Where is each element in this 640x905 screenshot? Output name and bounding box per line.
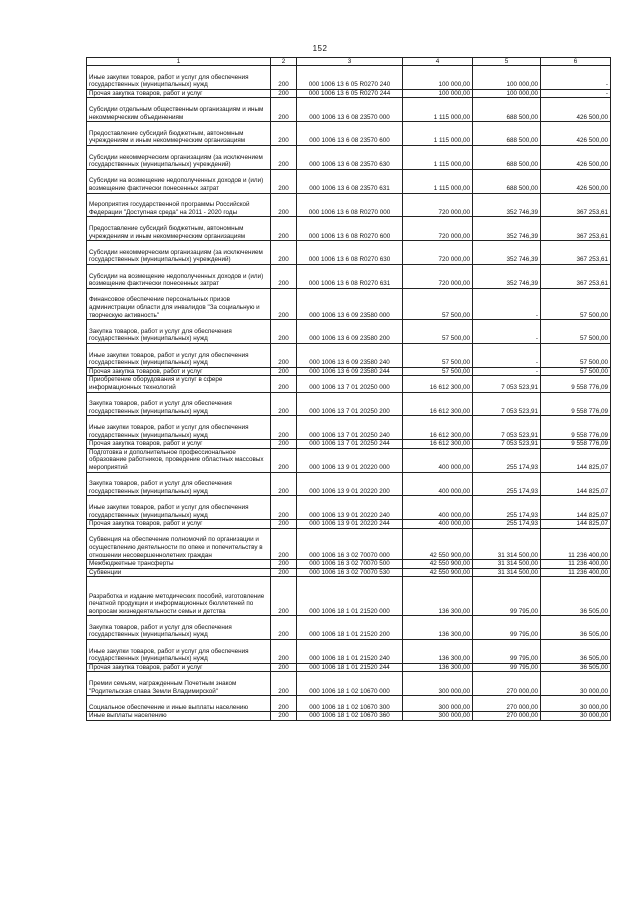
- row-name-cell: Субсидии на возмещение недополученных доходов и (или) возмещение фактически понесенных затрат: [87, 264, 271, 288]
- row-group-code-cell: 200: [271, 616, 297, 640]
- row-group-code-cell: 200: [271, 241, 297, 265]
- row-group-code-cell: 200: [271, 89, 297, 98]
- row-name-cell: Приобретение оборудования и услуг в сфере информационных технологий: [87, 376, 271, 392]
- table-row: [87, 122, 611, 146]
- row-unexecuted-amount-cell: 9 558 776,09: [541, 440, 611, 449]
- row-executed-amount-cell: 7 053 523,91: [473, 416, 541, 440]
- row-approved-amount-cell: 400 000,00: [403, 448, 473, 472]
- row-executed-amount-cell: 255 174,93: [473, 448, 541, 472]
- row-approved-amount-cell: 300 000,00: [403, 712, 473, 721]
- table-row: [87, 217, 611, 241]
- table-body: [87, 66, 611, 721]
- column-header-6: 6: [541, 58, 611, 66]
- row-executed-amount-cell: 688 500,00: [473, 169, 541, 193]
- row-classification-code-cell: 000 1006 13 9 01 20220 244: [297, 520, 403, 529]
- row-classification-code-cell: 000 1006 13 7 01 20250 000: [297, 376, 403, 392]
- table-row: [87, 320, 611, 344]
- row-group-code-cell: 200: [271, 343, 297, 367]
- table-row: [87, 98, 611, 122]
- row-group-code-cell: 200: [271, 122, 297, 146]
- row-group-code-cell: 200: [271, 320, 297, 344]
- row-executed-amount-cell: 100 000,00: [473, 89, 541, 98]
- table-row: [87, 616, 611, 640]
- row-group-code-cell: 200: [271, 376, 297, 392]
- row-classification-code-cell: 000 1006 13 9 01 20220 000: [297, 448, 403, 472]
- row-approved-amount-cell: 57 500,00: [403, 343, 473, 367]
- table-row: [87, 343, 611, 367]
- row-name-cell: Межбюджетные трансферты: [87, 560, 271, 569]
- row-group-code-cell: 200: [271, 264, 297, 288]
- table-row: [87, 472, 611, 496]
- row-unexecuted-amount-cell: 426 500,00: [541, 98, 611, 122]
- row-approved-amount-cell: 42 550 900,00: [403, 568, 473, 577]
- row-group-code-cell: 200: [271, 696, 297, 712]
- table-row: [87, 89, 611, 98]
- table-row: [87, 528, 611, 559]
- row-approved-amount-cell: 42 550 900,00: [403, 560, 473, 569]
- table-row: [87, 496, 611, 520]
- table-row: [87, 712, 611, 721]
- row-name-cell: Субсидии отдельным общественным организациям и иным некоммерческим объединениям: [87, 98, 271, 122]
- row-classification-code-cell: 000 1006 18 1 01 21520 240: [297, 640, 403, 664]
- row-executed-amount-cell: 100 000,00: [473, 66, 541, 90]
- budget-execution-table: [86, 57, 611, 721]
- row-classification-code-cell: 000 1006 16 3 02 70070 530: [297, 568, 403, 577]
- row-group-code-cell: 200: [271, 217, 297, 241]
- row-classification-code-cell: 000 1006 13 6 05 R0270 240: [297, 66, 403, 90]
- row-name-cell: Предоставление субсидий бюджетным, автономным учреждениям и иным некоммерческим организациям: [87, 217, 271, 241]
- row-classification-code-cell: 000 1006 13 6 09 23580 200: [297, 320, 403, 344]
- column-header-4: 4: [403, 58, 473, 66]
- row-unexecuted-amount-cell: 367 253,61: [541, 217, 611, 241]
- row-executed-amount-cell: 688 500,00: [473, 145, 541, 169]
- row-name-cell: Закупка товаров, работ и услуг для обеспечения государственных (муниципальных) нужд: [87, 616, 271, 640]
- row-name-cell: Закупка товаров, работ и услуг для обеспечения государственных (муниципальных) нужд: [87, 472, 271, 496]
- table-row: [87, 520, 611, 529]
- row-approved-amount-cell: 720 000,00: [403, 264, 473, 288]
- row-executed-amount-cell: 99 795,00: [473, 663, 541, 672]
- row-classification-code-cell: 000 1006 13 6 09 23580 244: [297, 367, 403, 376]
- table-row: [87, 376, 611, 392]
- row-unexecuted-amount-cell: 367 253,61: [541, 264, 611, 288]
- row-unexecuted-amount-cell: 57 500,00: [541, 288, 611, 319]
- row-approved-amount-cell: 720 000,00: [403, 193, 473, 217]
- row-classification-code-cell: 000 1006 13 6 08 R0270 630: [297, 241, 403, 265]
- row-approved-amount-cell: 400 000,00: [403, 472, 473, 496]
- row-approved-amount-cell: 57 500,00: [403, 288, 473, 319]
- row-approved-amount-cell: 136 300,00: [403, 577, 473, 616]
- row-executed-amount-cell: -: [473, 320, 541, 344]
- row-name-cell: Закупка товаров, работ и услуг для обеспечения государственных (муниципальных) нужд: [87, 320, 271, 344]
- row-group-code-cell: 200: [271, 98, 297, 122]
- row-unexecuted-amount-cell: 11 236 400,00: [541, 560, 611, 569]
- row-approved-amount-cell: 100 000,00: [403, 89, 473, 98]
- row-name-cell: Иные закупки товаров, работ и услуг для обеспечения государственных (муниципальных) нужд: [87, 496, 271, 520]
- row-group-code-cell: 200: [271, 568, 297, 577]
- row-group-code-cell: 200: [271, 416, 297, 440]
- column-header-1: 1: [87, 58, 271, 66]
- row-executed-amount-cell: 270 000,00: [473, 672, 541, 696]
- row-name-cell: Субвенция на обеспечение полномочий по организации и осуществлению деятельности по опеке и попечительству в отношении несовершеннолетних граждан: [87, 528, 271, 559]
- row-unexecuted-amount-cell: -: [541, 66, 611, 90]
- row-unexecuted-amount-cell: 367 253,61: [541, 193, 611, 217]
- row-group-code-cell: 200: [271, 520, 297, 529]
- row-approved-amount-cell: 1 115 000,00: [403, 122, 473, 146]
- row-classification-code-cell: 000 1006 13 9 01 20220 200: [297, 472, 403, 496]
- row-unexecuted-amount-cell: 30 000,00: [541, 712, 611, 721]
- table-row: [87, 568, 611, 577]
- row-name-cell: Социальное обеспечение и иные выплаты населению: [87, 696, 271, 712]
- row-classification-code-cell: 000 1006 13 6 08 R0270 000: [297, 193, 403, 217]
- row-executed-amount-cell: -: [473, 288, 541, 319]
- row-group-code-cell: 200: [271, 528, 297, 559]
- row-classification-code-cell: 000 1006 13 7 01 20250 200: [297, 392, 403, 416]
- row-approved-amount-cell: 57 500,00: [403, 367, 473, 376]
- row-executed-amount-cell: 99 795,00: [473, 616, 541, 640]
- column-header-2: 2: [271, 58, 297, 66]
- row-executed-amount-cell: 255 174,93: [473, 520, 541, 529]
- row-classification-code-cell: 000 1006 13 6 09 23580 000: [297, 288, 403, 319]
- row-classification-code-cell: 000 1006 13 7 01 20250 240: [297, 416, 403, 440]
- row-classification-code-cell: 000 1006 13 6 08 23570 600: [297, 122, 403, 146]
- row-group-code-cell: 200: [271, 145, 297, 169]
- row-unexecuted-amount-cell: 57 500,00: [541, 343, 611, 367]
- row-name-cell: Иные закупки товаров, работ и услуг для обеспечения государственных (муниципальных) нужд: [87, 343, 271, 367]
- row-name-cell: Мероприятия государственной программы Российской Федерации "Доступная среда" на 2011 - 2020 годы: [87, 193, 271, 217]
- row-name-cell: Иные закупки товаров, работ и услуг для обеспечения государственных (муниципальных) нужд: [87, 640, 271, 664]
- table-row: [87, 241, 611, 265]
- row-unexecuted-amount-cell: 9 558 776,09: [541, 392, 611, 416]
- table-row: [87, 392, 611, 416]
- table-row: [87, 193, 611, 217]
- table-row: [87, 663, 611, 672]
- row-approved-amount-cell: 16 612 300,00: [403, 376, 473, 392]
- row-name-cell: Субсидии на возмещение недополученных доходов и (или) возмещение фактически понесенных затрат: [87, 169, 271, 193]
- row-approved-amount-cell: 100 000,00: [403, 66, 473, 90]
- row-executed-amount-cell: 352 746,39: [473, 217, 541, 241]
- row-unexecuted-amount-cell: 9 558 776,09: [541, 416, 611, 440]
- row-group-code-cell: 200: [271, 663, 297, 672]
- row-approved-amount-cell: 16 612 300,00: [403, 416, 473, 440]
- table-row: [87, 288, 611, 319]
- row-executed-amount-cell: 31 314 500,00: [473, 560, 541, 569]
- row-group-code-cell: 200: [271, 712, 297, 721]
- row-executed-amount-cell: 352 746,39: [473, 193, 541, 217]
- row-group-code-cell: 200: [271, 672, 297, 696]
- row-approved-amount-cell: 42 550 900,00: [403, 528, 473, 559]
- row-unexecuted-amount-cell: 11 236 400,00: [541, 528, 611, 559]
- row-classification-code-cell: 000 1006 13 9 01 20220 240: [297, 496, 403, 520]
- table-row: [87, 416, 611, 440]
- row-approved-amount-cell: 1 115 000,00: [403, 98, 473, 122]
- row-name-cell: Иные закупки товаров, работ и услуг для обеспечения государственных (муниципальных) нужд: [87, 416, 271, 440]
- row-executed-amount-cell: 99 795,00: [473, 640, 541, 664]
- row-executed-amount-cell: 31 314 500,00: [473, 568, 541, 577]
- row-unexecuted-amount-cell: 36 505,00: [541, 577, 611, 616]
- row-unexecuted-amount-cell: 144 825,07: [541, 448, 611, 472]
- row-executed-amount-cell: 270 000,00: [473, 712, 541, 721]
- row-group-code-cell: 200: [271, 288, 297, 319]
- row-executed-amount-cell: -: [473, 367, 541, 376]
- row-approved-amount-cell: 400 000,00: [403, 520, 473, 529]
- row-approved-amount-cell: 720 000,00: [403, 217, 473, 241]
- table-row: [87, 440, 611, 449]
- row-approved-amount-cell: 1 115 000,00: [403, 169, 473, 193]
- row-group-code-cell: 200: [271, 496, 297, 520]
- row-group-code-cell: 200: [271, 448, 297, 472]
- table-row: [87, 640, 611, 664]
- column-number-row: [87, 58, 611, 66]
- page-number: 152: [312, 44, 328, 53]
- row-classification-code-cell: 000 1006 13 6 08 23570 631: [297, 169, 403, 193]
- row-executed-amount-cell: 352 746,39: [473, 241, 541, 265]
- row-group-code-cell: 200: [271, 392, 297, 416]
- row-approved-amount-cell: 720 000,00: [403, 241, 473, 265]
- row-classification-code-cell: 000 1006 13 6 08 23570 630: [297, 145, 403, 169]
- row-unexecuted-amount-cell: 426 500,00: [541, 145, 611, 169]
- row-name-cell: Финансовое обеспечение персональных призов администрации области для инвалидов "За социальную и творческую активность": [87, 288, 271, 319]
- row-name-cell: Премии семьям, награжденным Почетным знаком "Родительская слава Земли Владимирской": [87, 672, 271, 696]
- row-unexecuted-amount-cell: 30 000,00: [541, 672, 611, 696]
- row-unexecuted-amount-cell: -: [541, 89, 611, 98]
- row-group-code-cell: 200: [271, 472, 297, 496]
- row-executed-amount-cell: 7 053 523,91: [473, 440, 541, 449]
- table-row: [87, 672, 611, 696]
- row-name-cell: Разработка и издание методических пособий, изготовление печатной продукции и информационных бюллетеней по вопросам жизнедеятельности семьи и детства: [87, 577, 271, 616]
- row-unexecuted-amount-cell: 30 000,00: [541, 696, 611, 712]
- row-name-cell: Предоставление субсидий бюджетным, автономным учреждениям и иным некоммерческим организациям: [87, 122, 271, 146]
- row-name-cell: Субсидии некоммерческим организациям (за исключением государственных (муниципальных) учреждений): [87, 145, 271, 169]
- row-approved-amount-cell: 16 612 300,00: [403, 440, 473, 449]
- row-classification-code-cell: 000 1006 13 7 01 20250 244: [297, 440, 403, 449]
- row-name-cell: Иные закупки товаров, работ и услуг для обеспечения государственных (муниципальных) нужд: [87, 66, 271, 90]
- row-approved-amount-cell: 1 115 000,00: [403, 145, 473, 169]
- row-classification-code-cell: 000 1006 18 1 01 21520 000: [297, 577, 403, 616]
- table-row: [87, 577, 611, 616]
- row-group-code-cell: 200: [271, 560, 297, 569]
- row-unexecuted-amount-cell: 36 505,00: [541, 663, 611, 672]
- row-classification-code-cell: 000 1006 13 6 08 R0270 600: [297, 217, 403, 241]
- row-approved-amount-cell: 136 300,00: [403, 640, 473, 664]
- row-name-cell: Прочая закупка товаров, работ и услуг: [87, 663, 271, 672]
- row-unexecuted-amount-cell: 144 825,07: [541, 472, 611, 496]
- row-unexecuted-amount-cell: 144 825,07: [541, 496, 611, 520]
- row-unexecuted-amount-cell: 11 236 400,00: [541, 568, 611, 577]
- row-executed-amount-cell: 31 314 500,00: [473, 528, 541, 559]
- row-executed-amount-cell: 688 500,00: [473, 98, 541, 122]
- row-executed-amount-cell: 270 000,00: [473, 696, 541, 712]
- row-executed-amount-cell: 99 795,00: [473, 577, 541, 616]
- column-header-5: 5: [473, 58, 541, 66]
- row-name-cell: Прочая закупка товаров, работ и услуг: [87, 89, 271, 98]
- row-approved-amount-cell: 136 300,00: [403, 616, 473, 640]
- row-group-code-cell: 200: [271, 367, 297, 376]
- row-approved-amount-cell: 400 000,00: [403, 496, 473, 520]
- row-approved-amount-cell: 300 000,00: [403, 672, 473, 696]
- row-executed-amount-cell: 352 746,39: [473, 264, 541, 288]
- row-group-code-cell: 200: [271, 440, 297, 449]
- row-executed-amount-cell: 255 174,93: [473, 496, 541, 520]
- row-group-code-cell: 200: [271, 66, 297, 90]
- row-approved-amount-cell: 300 000,00: [403, 696, 473, 712]
- table-row: [87, 367, 611, 376]
- table-row: [87, 66, 611, 90]
- column-header-3: 3: [297, 58, 403, 66]
- row-unexecuted-amount-cell: 36 505,00: [541, 616, 611, 640]
- row-classification-code-cell: 000 1006 16 3 02 70070 000: [297, 528, 403, 559]
- row-name-cell: Иные выплаты населению: [87, 712, 271, 721]
- row-classification-code-cell: 000 1006 18 1 02 10670 360: [297, 712, 403, 721]
- table-row: [87, 448, 611, 472]
- table-row: [87, 696, 611, 712]
- row-unexecuted-amount-cell: 367 253,61: [541, 241, 611, 265]
- row-unexecuted-amount-cell: 426 500,00: [541, 122, 611, 146]
- row-name-cell: Прочая закупка товаров, работ и услуг: [87, 440, 271, 449]
- row-classification-code-cell: 000 1006 16 3 02 70070 500: [297, 560, 403, 569]
- row-approved-amount-cell: 57 500,00: [403, 320, 473, 344]
- row-unexecuted-amount-cell: 9 558 776,09: [541, 376, 611, 392]
- row-executed-amount-cell: 255 174,93: [473, 472, 541, 496]
- row-group-code-cell: 200: [271, 577, 297, 616]
- row-group-code-cell: 200: [271, 169, 297, 193]
- row-name-cell: Прочая закупка товаров, работ и услуг: [87, 520, 271, 529]
- row-classification-code-cell: 000 1006 18 1 02 10670 000: [297, 672, 403, 696]
- row-name-cell: Субвенции: [87, 568, 271, 577]
- row-classification-code-cell: 000 1006 18 1 02 10670 300: [297, 696, 403, 712]
- row-unexecuted-amount-cell: 57 500,00: [541, 320, 611, 344]
- row-approved-amount-cell: 136 300,00: [403, 663, 473, 672]
- row-name-cell: Подготовка и дополнительное профессиональное образование работников, проведение областных массовых мероприятий: [87, 448, 271, 472]
- table-row: [87, 560, 611, 569]
- row-classification-code-cell: 000 1006 18 1 01 21520 244: [297, 663, 403, 672]
- table-row: [87, 169, 611, 193]
- row-executed-amount-cell: -: [473, 343, 541, 367]
- row-classification-code-cell: 000 1006 13 6 09 23580 240: [297, 343, 403, 367]
- row-group-code-cell: 200: [271, 640, 297, 664]
- row-executed-amount-cell: 688 500,00: [473, 122, 541, 146]
- row-approved-amount-cell: 16 612 300,00: [403, 392, 473, 416]
- table-row: [87, 145, 611, 169]
- row-name-cell: Закупка товаров, работ и услуг для обеспечения государственных (муниципальных) нужд: [87, 392, 271, 416]
- row-classification-code-cell: 000 1006 13 6 05 R0270 244: [297, 89, 403, 98]
- row-executed-amount-cell: 7 053 523,91: [473, 392, 541, 416]
- row-group-code-cell: 200: [271, 193, 297, 217]
- row-unexecuted-amount-cell: 426 500,00: [541, 169, 611, 193]
- row-classification-code-cell: 000 1006 13 6 08 R0270 631: [297, 264, 403, 288]
- row-name-cell: Прочая закупка товаров, работ и услуг: [87, 367, 271, 376]
- row-name-cell: Субсидии некоммерческим организациям (за исключением государственных (муниципальных) учреждений): [87, 241, 271, 265]
- row-unexecuted-amount-cell: 144 825,07: [541, 520, 611, 529]
- row-unexecuted-amount-cell: 57 500,00: [541, 367, 611, 376]
- row-classification-code-cell: 000 1006 18 1 01 21520 200: [297, 616, 403, 640]
- row-unexecuted-amount-cell: 36 505,00: [541, 640, 611, 664]
- table-row: [87, 264, 611, 288]
- row-executed-amount-cell: 7 053 523,91: [473, 376, 541, 392]
- row-classification-code-cell: 000 1006 13 6 08 23570 000: [297, 98, 403, 122]
